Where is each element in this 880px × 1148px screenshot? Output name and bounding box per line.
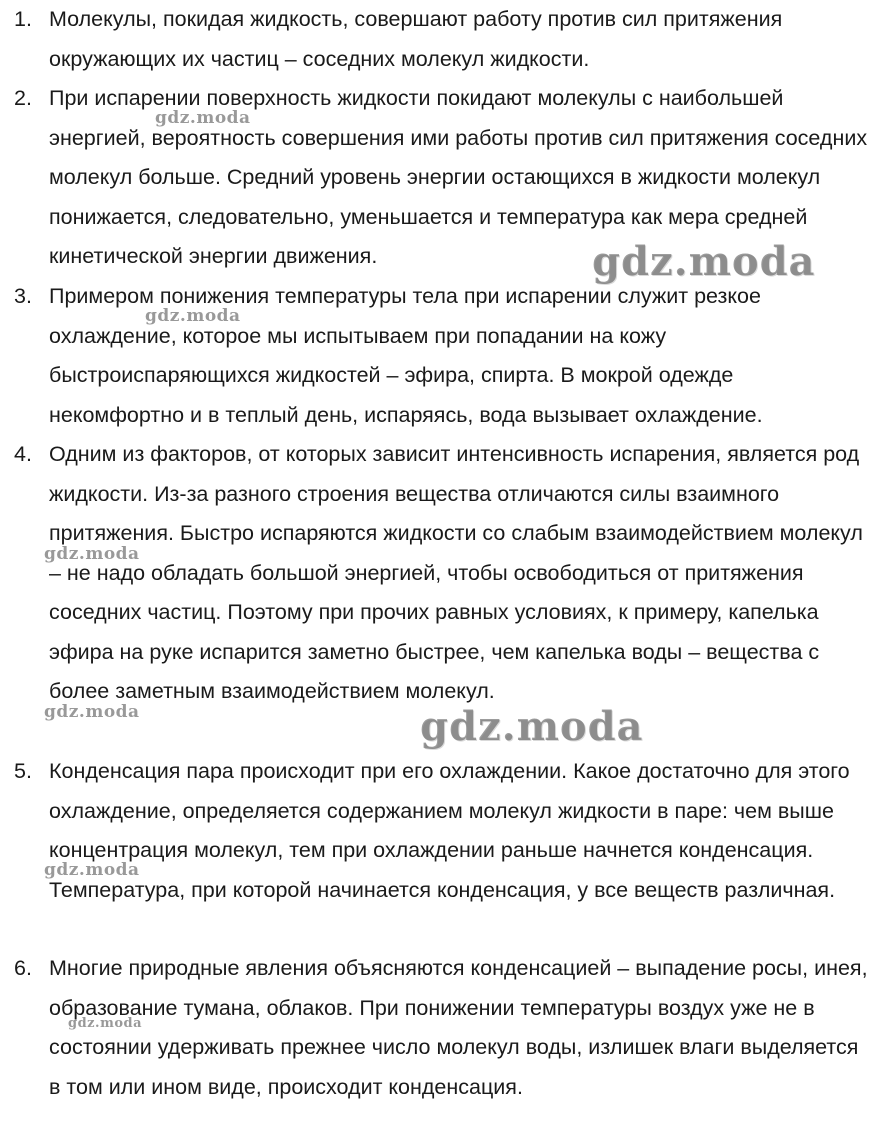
list-item xyxy=(0,752,880,910)
item-number: 2. xyxy=(14,86,32,110)
item-text: Примером понижения температуры тела при испарении служит резкое охлаждение, которое мы испытываем при попадании на кожу быстроиспаряющихся жидкостей – эфира, спирта. В мокрой одежде некомфортно и в теплый день, испаряясь, вода вызывает охлаждение. xyxy=(49,284,763,427)
list-item xyxy=(0,0,880,79)
watermark: gdz.moda xyxy=(145,306,241,326)
watermark: gdz.moda xyxy=(44,860,140,880)
item-number: 1. xyxy=(14,7,32,31)
item-number: 6. xyxy=(14,956,32,980)
watermark: gdz.moda xyxy=(44,544,140,564)
watermark: gdz.moda xyxy=(592,238,816,285)
watermark: gdz.moda xyxy=(155,108,251,128)
item-text: Многие природные явления объясняются конденсацией – выпадение росы, инея, образование тумана, облаков. При понижении температуры воздух уже не в состоянии удерживать прежнее число молекул воды, излишек влаги выделяется в том или ином виде, происходит конденсация. xyxy=(49,956,868,1099)
item-text: Молекулы, покидая жидкость, совершают работу против сил притяжения окружающих их частиц – соседних молекул жидкости. xyxy=(49,7,783,71)
list-item xyxy=(0,435,880,712)
item-text: Конденсация пара происходит при его охлаждении. Какое достаточно для этого охлаждение, определяется содержанием молекул жидкости в паре: чем выше концентрация молекул, тем при охлаждении раньше начнется конденсация. Температура, при которой начинается конденсация, у все веществ различная. xyxy=(49,759,850,902)
item-number: 5. xyxy=(14,759,32,783)
item-number: 3. xyxy=(14,284,32,308)
watermark: gdz.moda xyxy=(44,702,140,722)
item-text: Одним из факторов, от которых зависит интенсивность испарения, является род жидкости. Из-за разного строения вещества отличаются силы взаимного притяжения. Быстро испаряются жидкости со слабым взаимодействием молекул – не надо обладать большой энергией, чтобы освободиться от притяжения соседних частиц. Поэтому при прочих равных условиях, к примеру, капелька эфира на руке испарится заметно быстрее, чем капелька воды – вещества с более заметным взаимодействием молекул. xyxy=(49,442,863,703)
list-item xyxy=(0,79,880,277)
item-number: 4. xyxy=(14,442,32,466)
watermark: gdz.moda xyxy=(420,703,644,750)
watermark: gdz.moda xyxy=(68,1016,143,1031)
list-item xyxy=(0,949,880,1107)
item-text: При испарении поверхность жидкости покидают молекулы с наибольшей энергией, вероятность совершения ими работы против сил притяжения соседних молекул больше. Средний уровень энергии остающихся в жидкости молекул понижается, следовательно, уменьшается и температура как мера средней кинетической энергии движения. xyxy=(49,86,868,268)
list-item xyxy=(0,277,880,435)
